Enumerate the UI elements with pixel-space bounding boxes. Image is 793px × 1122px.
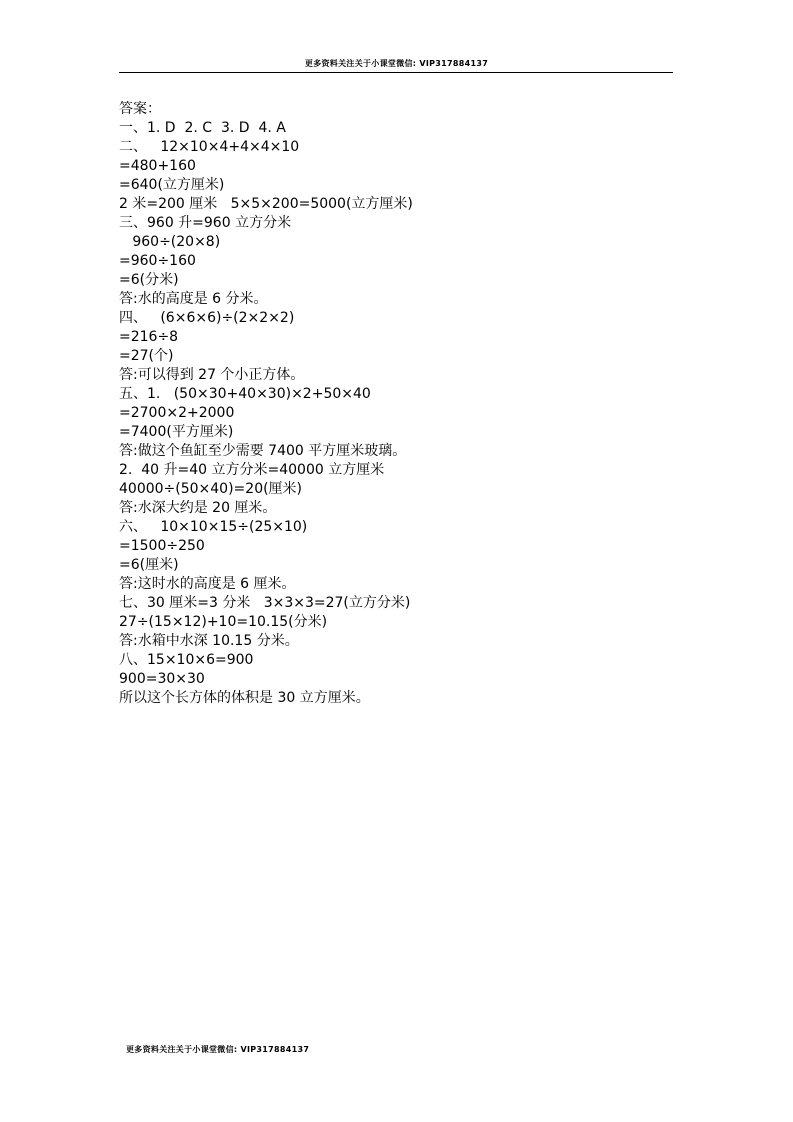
answer-content	[119, 100, 679, 708]
answer-line-21: 答:水深大约是 20 厘米。	[119, 500, 277, 516]
header-divider	[119, 72, 673, 73]
answer-title: 答案：	[119, 101, 161, 117]
answer-line-8: =960÷160	[119, 253, 196, 269]
answer-line-13: =27(个)	[119, 348, 174, 364]
answer-line-16: =2700×2+2000	[119, 405, 235, 421]
answer-line-31: 所以这个长方体的体积是 30 立方厘米。	[119, 690, 370, 706]
answer-line-6: 三、960 升=960 立方分米	[119, 215, 292, 231]
answer-line-19: 2. 40 升=40 立方分米=40000 立方厘米	[119, 462, 385, 478]
answer-line-12: =216÷8	[119, 329, 179, 345]
answer-line-29: 八、15×10×6=900	[119, 652, 254, 668]
answer-line-7: 960÷(20×8)	[119, 234, 221, 250]
answer-line-26: 七、30 厘米=3 分米 3×3×3=27(立方分米)	[119, 595, 411, 611]
answer-line-27: 27÷(15×12)+10=10.15(分米)	[119, 614, 328, 630]
answer-line-10: 答:水的高度是 6 分米。	[119, 291, 268, 307]
answer-line-9: =6(分米)	[119, 272, 179, 288]
answer-line-5: 2 米=200 厘米 5×5×200=5000(立方厘米)	[119, 196, 413, 212]
answer-line-11: 四、 (6×6×6)÷(2×2×2)	[119, 310, 295, 326]
answer-line-18: 答:做这个鱼缸至少需要 7400 平方厘米玻璃。	[119, 443, 407, 459]
answer-line-30: 900=30×30	[119, 671, 205, 687]
answer-line-17: =7400(平方厘米)	[119, 424, 234, 440]
answer-line-2: 二、 12×10×4+4×4×10	[119, 139, 300, 155]
page-footer: 更多资料关注关于小课堂微信: VIP317884137	[126, 1045, 310, 1054]
answer-line-23: =1500÷250	[119, 538, 205, 554]
answer-line-28: 答:水箱中水深 10.15 分米。	[119, 633, 299, 649]
answer-line-20: 40000÷(50×40)=20(厘米)	[119, 481, 303, 497]
page-header: 更多资料关注关于小课堂微信: VIP317884137	[304, 59, 489, 68]
answer-line-25: 答:这时水的高度是 6 厘米。	[119, 576, 296, 592]
answer-line-15: 五、1. (50×30+40×30)×2+50×40	[119, 386, 371, 402]
answer-line-4: =640(立方厘米)	[119, 177, 225, 193]
answer-line-3: =480+160	[119, 158, 196, 174]
answer-line-24: =6(厘米)	[119, 557, 179, 573]
answer-line-14: 答:可以得到 27 个小正方体。	[119, 367, 305, 383]
answer-line-22: 六、 10×10×15÷(25×10)	[119, 519, 308, 535]
answer-line-1: 一、1. D 2. C 3. D 4. A	[119, 120, 286, 136]
